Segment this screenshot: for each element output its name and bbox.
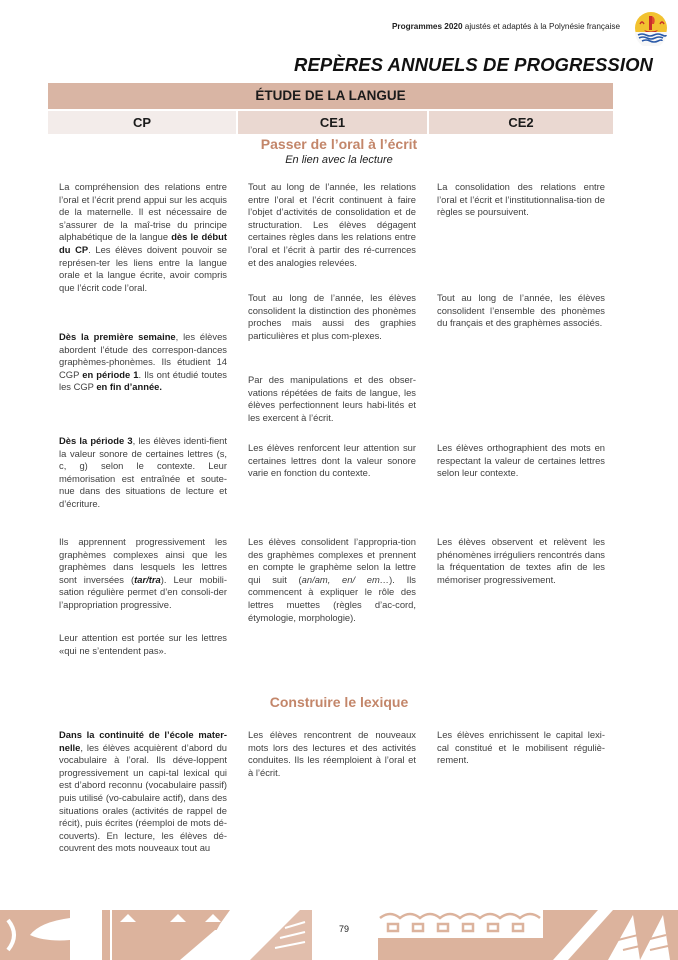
emphasis: dès le début du CP: [59, 231, 228, 255]
text: ). Leur mobili-sation régulière permet d’en consoli-der l’appropriation progressive.: [59, 573, 227, 610]
text: , les élèves abordent l’étude des correspon-dances graphèmes-phonèmes. Ils étudient 14 CGP: [59, 331, 227, 380]
cp-paragraph: [59, 331, 227, 394]
ce2-paragraph: Les élèves enrichissent le capital lexi-cal constitué et le mobilisent réguliè-rement.: [437, 729, 605, 766]
running-header: [392, 22, 620, 31]
example-graphemes: an/am, en/ em…: [301, 573, 390, 585]
tapa-pattern-right: [378, 910, 678, 960]
column-header-ce1: CE1: [238, 111, 427, 134]
ce2-paragraph: Tout au long de l’année, les élèves consolident l’ensemble des phonèmes du français et des graphèmes associés.: [437, 292, 605, 329]
text: ). Ils commencent à expliquer le rôle des lettres muettes (règles d’ac-cord, étymologie, morphologie).: [248, 573, 416, 623]
text: La compréhension des relations entre l’oral et l’écrit prend appui sur les acquis de la maternelle. Il est nécessaire de s’assurer de la maî-trise du principe alphabétique de la langue: [59, 181, 227, 243]
column-header-ce2: CE2: [429, 111, 613, 134]
cp-paragraph: [59, 536, 227, 612]
ce1-paragraph: Les élèves renforcent leur attention sur certaines lettres dont la valeur sonore varie en fonction du contexte.: [248, 442, 416, 479]
ce1-paragraph: Par des manipulations et des obser-vations répétées de faits de langue, les élèves perfectionnent leurs habi-lités et les exercent à l’écrit.: [248, 374, 416, 423]
ce1-paragraph: Tout au long de l’année, les élèves consolident la distinction des phonèmes proches mais aussi des graphies particulières et plus com-plexes.: [248, 292, 416, 341]
emphasis: Dès la période 3: [59, 435, 133, 446]
subsection-caption: En lien avec la lecture: [285, 154, 393, 166]
ce1-paragraph: Tout au long de l’année, les relations entre l’oral et l’écrit continuent à faire l’objet d’activités de consolidation et de structuration. Les élèves dégagent certaines règles dans les relations entre l’oral et l’écrit à partir des ré-currences et des analogies relevées.: [248, 181, 416, 268]
table-header: [48, 83, 613, 134]
emphasis: Dès la première semaine: [59, 331, 176, 342]
text: . Ils ont étudié toutes les CGP: [59, 368, 227, 393]
ce2-paragraph: La consolidation des relations entre l’oral et l’écrit et l’institutionnalisa-tion de règles se poursuivent.: [437, 181, 605, 218]
ce1-paragraph: [248, 536, 416, 624]
ce2-paragraph: Les élèves observent et relèvent les phénomènes irréguliers rencontrés dans la fréquentation de textes afin de les mémoriser progressivement.: [437, 536, 605, 585]
example-graphemes: tar/tra: [134, 573, 161, 585]
tapa-pattern-left: [0, 910, 320, 960]
cp-paragraph: [59, 435, 227, 511]
page-title-block: [276, 54, 654, 76]
column-headers: [48, 111, 613, 134]
ce1-paragraph: Les élèves rencontrent de nouveaux mots lors des lectures et des activités conduites. Ils les réemploient à l’oral et à l’écrit.: [248, 729, 416, 778]
emphasis: en période 1: [82, 368, 139, 380]
emphasis: en fin d’année.: [96, 381, 162, 393]
header-bold: Programmes 2020: [391, 22, 463, 31]
text: Ils apprennent progressivement les graphèmes complexes ainsi que les graphèmes dans lesquels les lettres sont inversées (: [59, 536, 227, 585]
coat-of-arms-logo: [634, 10, 668, 46]
text: , les élèves identi-fient la valeur sonore de certaines lettres (s, c, g) selon le contexte. Leur mémorisation est entraînée et soute-nue dans des situations de lecture et d’écriture.: [59, 435, 227, 509]
page-number: 79: [339, 924, 350, 934]
text: Les élèves consolident l’appropria-tion des graphèmes complexes et prennent en compte le graphème selon la lettre qui suit (: [248, 536, 416, 585]
emphasis: Dans la continuité de l’école mater-nelle: [59, 729, 227, 753]
column-header-cp: CP: [48, 111, 236, 134]
header-rest: ajustés et adaptés à la Polynésie française: [462, 22, 620, 31]
ce2-paragraph: Les élèves orthographient des mots en respectant la valeur de certaines lettres selon leur contexte.: [437, 442, 605, 479]
section-heading: ÉTUDE DE LA LANGUE: [48, 83, 613, 109]
cp-paragraph: [59, 729, 227, 855]
subsection-title: Passer de l’oral à l’écrit: [260, 136, 418, 152]
subsection-title: Construire le lexique: [269, 694, 409, 710]
text: . Les élèves doivent pouvoir se représen-ter les liens entre la langue orale et la langue écrite, avoir compris que l’écrit code l’oral.: [59, 243, 227, 293]
page-title: REPÈRES ANNUELS DE PROGRESSION: [294, 54, 654, 75]
cp-paragraph: [59, 181, 227, 294]
cp-paragraph: Leur attention est portée sur les lettres «qui ne s’entendent pas».: [59, 632, 227, 656]
text: , les élèves acquièrent d’abord du vocabulaire à l’oral. Ils déve-loppent progressivement un capi-tal lexical qui est d’abord reconnu (vocabulaire passif) puis utilisé (vo-cabulaire actif), dans des situations orales (activités de rappel de récit), puis écrites (réemploi de mots dé-couverts). En lecture, les élèves dé-couvrent des mots nouveaux tout au: [59, 741, 227, 854]
